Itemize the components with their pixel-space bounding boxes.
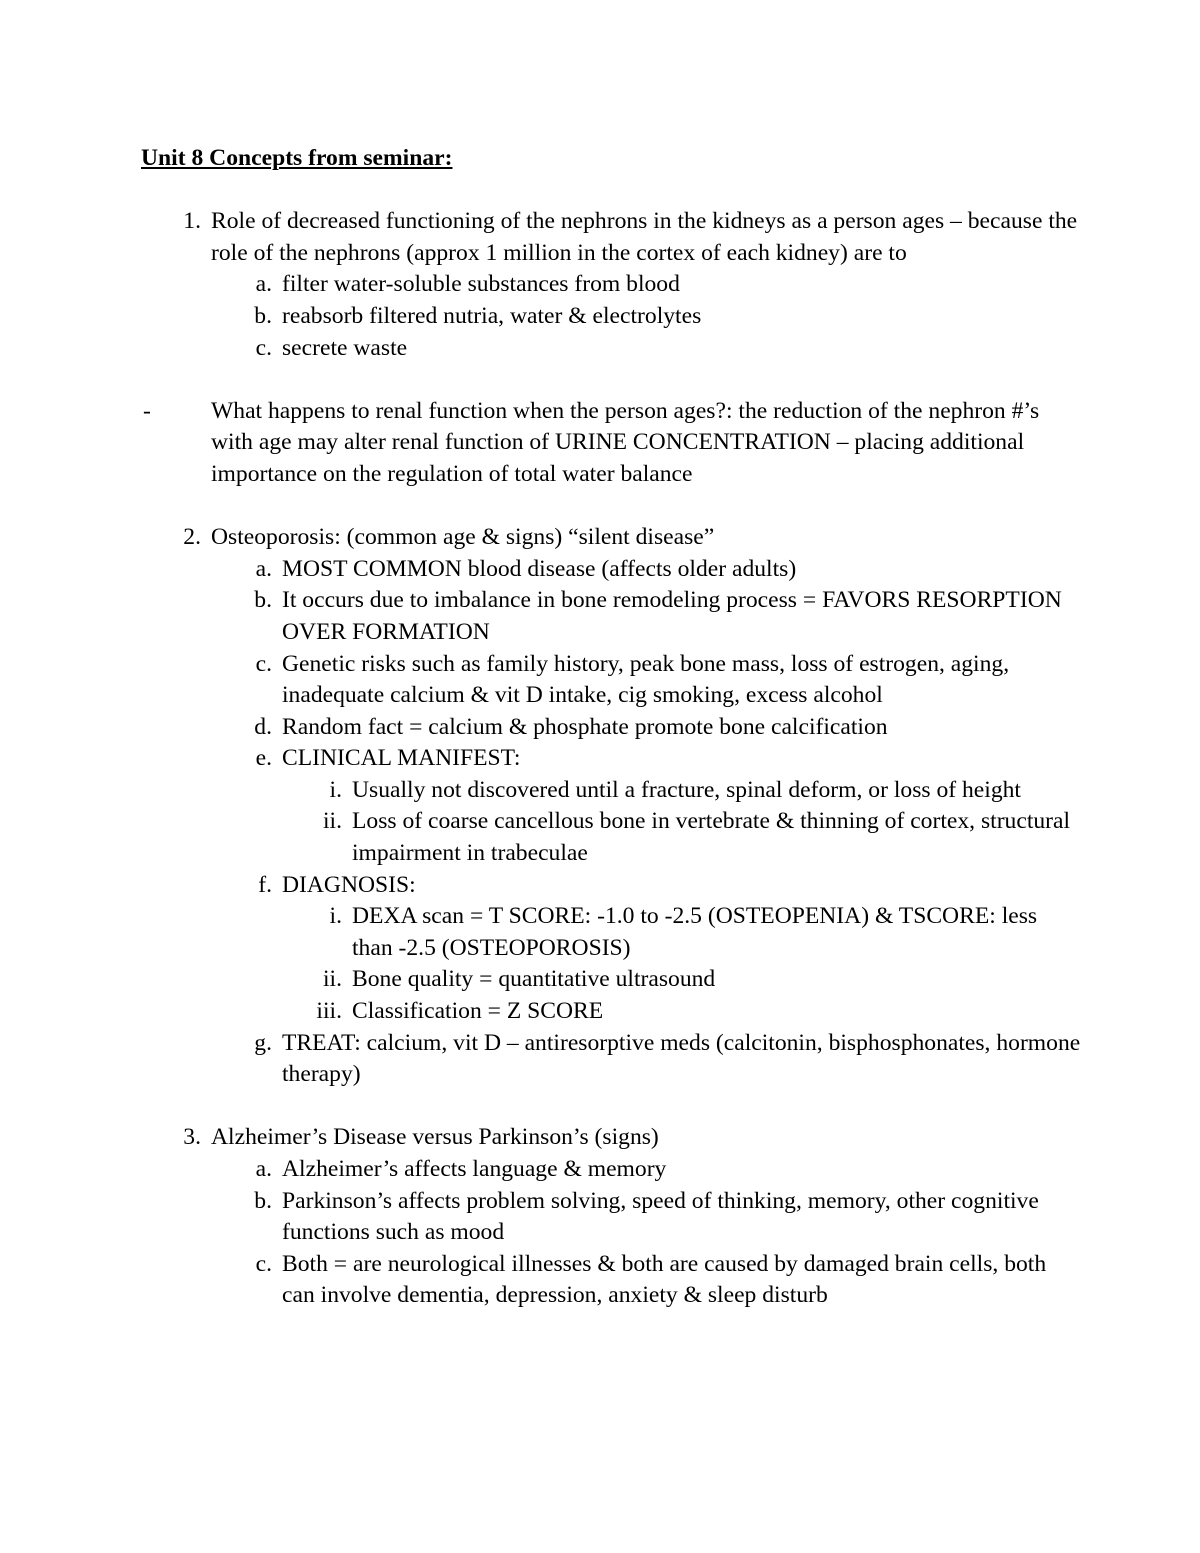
list-item-3a	[141, 1154, 1081, 1186]
document-body	[141, 143, 1081, 1312]
list-item-text: Classification = Z SCORE	[352, 998, 604, 1025]
list-marker: ii.	[322, 966, 342, 993]
list-item-text: MOST COMMON blood disease (affects older adults)	[282, 555, 797, 582]
list-item-text: TREAT: calcium, vit D – antiresorptive meds (calcitonin, bisphosphonates, hormone therapy)	[282, 1029, 1081, 1088]
list-marker: 3.	[183, 1124, 201, 1151]
list-item-2f-iii	[141, 996, 1081, 1028]
list-item-2	[141, 522, 1081, 554]
dash-marker: -	[143, 397, 151, 424]
list-item-text: Role of decreased functioning of the nephrons in the kidneys as a person ages – because the role of the nephrons (approx 1 million in the cortex of each kidney) are to	[211, 208, 1078, 266]
list-item-2e-ii	[141, 806, 1081, 869]
list-item-2d	[141, 712, 1081, 744]
list-item-text: DIAGNOSIS:	[282, 871, 416, 898]
list-item-text: secrete waste	[282, 334, 408, 361]
list-item-text: reabsorb filtered nutria, water & electrolytes	[282, 302, 702, 329]
list-marker: f.	[258, 871, 272, 898]
list-item-text: DEXA scan = T SCORE: -1.0 to -2.5 (OSTEOPENIA) & TSCORE: less than -2.5 (OSTEOPOROSIS)	[352, 903, 1038, 961]
list-marker: 1.	[183, 208, 201, 235]
list-item-2c	[141, 649, 1081, 712]
list-item-2e-i	[141, 775, 1081, 807]
list-item-3	[141, 1122, 1081, 1154]
list-marker: b.	[254, 302, 272, 329]
list-marker: a.	[255, 271, 272, 298]
list-item-2b	[141, 585, 1081, 648]
list-item-3c	[141, 1249, 1081, 1312]
blank-line	[141, 1091, 1081, 1123]
list-item-text: What happens to renal function when the person ages?: the reduction of the nephron #’s with age may alter renal function of URINE CONCENTRATION – placing additional importance on the regulation of total water balance	[211, 397, 1040, 487]
list-item-2e	[141, 743, 1081, 775]
list-marker: c.	[255, 334, 272, 361]
list-item-text: Usually not discovered until a fracture, spinal deform, or loss of height	[352, 776, 1021, 803]
list-marker: g.	[254, 1029, 272, 1056]
list-item-text: Loss of coarse cancellous bone in vertebrate & thinning of cortex, structural impairment in trabeculae	[352, 808, 1071, 867]
list-marker: 2.	[183, 524, 201, 551]
list-marker: i.	[329, 776, 342, 803]
list-item-text: Both = are neurological illnesses & both are caused by damaged brain cells, both can involve dementia, depression, anxiety & sleep disturb	[282, 1250, 1047, 1309]
list-item-2f-ii	[141, 964, 1081, 996]
list-marker: a.	[255, 1156, 272, 1182]
list-marker: ii.	[322, 808, 342, 835]
list-item-1c	[141, 333, 1081, 365]
list-marker: c.	[255, 650, 272, 677]
list-marker: b.	[254, 587, 272, 614]
list-item-text: Bone quality = quantitative ultrasound	[352, 966, 716, 993]
list-item-text: Alzheimer’s affects language & memory	[282, 1156, 667, 1182]
list-marker: iii.	[316, 998, 342, 1025]
list-item-text: CLINICAL MANIFEST:	[282, 745, 521, 772]
list-marker: c.	[255, 1250, 272, 1277]
list-item-text: It occurs due to imbalance in bone remodeling process = FAVORS RESORPTION OVER FORMATION	[282, 587, 1062, 645]
dash-item-renal-function	[141, 396, 1081, 491]
list-marker: a.	[255, 555, 272, 582]
list-item-2a	[141, 554, 1081, 586]
list-marker: e.	[255, 745, 272, 772]
list-item-2g	[141, 1028, 1081, 1091]
list-item-1	[141, 206, 1081, 269]
list-item-1b	[141, 301, 1081, 333]
list-marker: d.	[254, 713, 272, 740]
list-item-2f-i	[141, 901, 1081, 964]
list-item-1a	[141, 269, 1081, 301]
list-marker: b.	[254, 1187, 272, 1214]
page-title: Unit 8 Concepts from seminar:	[141, 145, 453, 171]
blank-line	[141, 491, 1081, 523]
list-item-text: Osteoporosis: (common age & signs) “silent disease”	[211, 524, 715, 551]
list-item-text: Alzheimer’s Disease versus Parkinson’s (signs)	[211, 1124, 659, 1151]
list-item-2f	[141, 870, 1081, 902]
list-item-text: Random fact = calcium & phosphate promote bone calcification	[282, 713, 888, 740]
list-marker: i.	[329, 903, 342, 930]
list-item-text: Genetic risks such as family history, peak bone mass, loss of estrogen, aging, inadequate calcium & vit D intake, cig smoking, excess alcohol	[282, 650, 1010, 709]
list-item-text: filter water-soluble substances from blood	[282, 271, 680, 298]
list-item-text: Parkinson’s affects problem solving, speed of thinking, memory, other cognitive functions such as mood	[282, 1187, 1039, 1246]
list-item-3b	[141, 1186, 1081, 1249]
blank-line	[141, 364, 1081, 396]
